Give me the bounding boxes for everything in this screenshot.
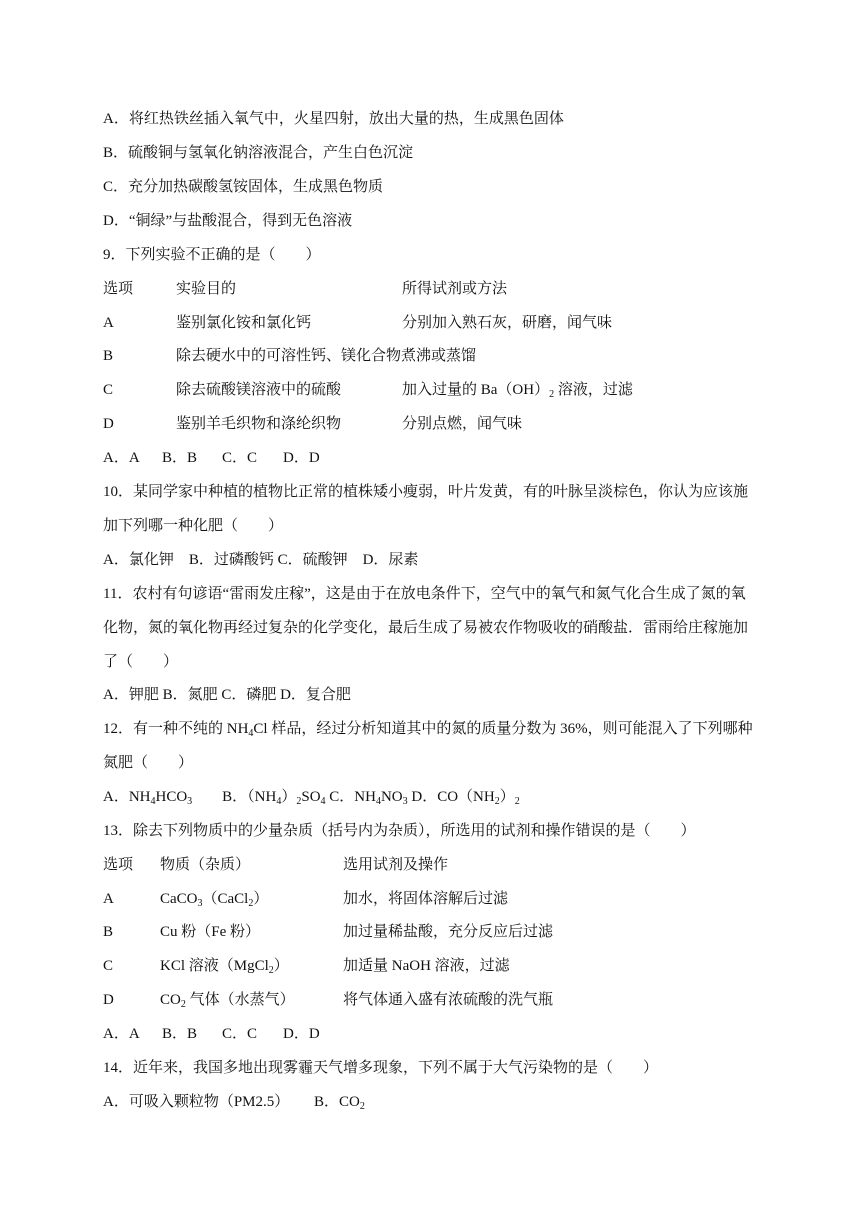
q13-row-option: B [103,924,114,940]
q9-row-option: D [103,416,114,432]
q9-answer-d: D．D [283,450,320,466]
q9-row-goal: 鉴别氯化铵和氯化钙 [176,315,312,331]
q11-stem-line2: 化物，氮的氧化物再经过复杂的化学变化，最后生成了易被农作物吸收的硝酸盐．雷雨给庄稼施加 [103,620,749,636]
q12-answer-d: D．$CO(NH_2)_2$ [407,789,520,807]
q13-row-operation: 将气体通入盛有浓硫酸的洗气瓶 [343,992,554,1008]
q12-answers [103,787,520,807]
q9-row-method: 分别加入熟石灰，研磨，闻气味 [402,315,613,331]
q9-header-option: 选项 [103,281,134,297]
q13-stem: 13．除去下列物质中的少量杂质（括号内为杂质），所选用的试剂和操作错误的是（ ） [103,823,696,839]
q9-row-option: C [103,382,114,398]
q13-answer-b: B．B [162,1026,198,1042]
q13-row-substance: CaCO$_3$（CaCl$_2$） [160,891,269,909]
q10-answers: A．氯化钾 B．过磷酸钙 C．硫酸钾 D．尿素 [103,552,419,568]
q14-answer-a: A．可吸入颗粒物（PM2.5） [103,1094,290,1110]
q13-row-option: C [103,958,114,974]
q14-stem: 14．近年来，我国多地出现雾霾天气增多现象，下列不属于大气污染物的是（ ） [103,1060,659,1076]
q9-row-method: 加入过量的 $Ba(OH)_2$ 溶液，过滤 [402,382,633,400]
q13-row-substance: $CO_2$ 气体（水蒸气） [160,992,295,1010]
q13-header-substance: 物质（杂质） [160,857,251,873]
q13-header-option: 选项 [103,857,134,873]
q9-answer-c: C．C [222,450,258,466]
q9-row-method: 分别点燃，闻气味 [402,416,523,432]
q10-stem-line1: 10．某同学家中种植的植物比正常的植株矮小瘦弱，叶片发黄，有的叶脉呈淡棕色，你认为应该施 [103,484,749,500]
q8-option-b: B．硫酸铜与氢氧化钠溶液混合，产生白色沉淀 [103,145,414,161]
q8-option-d: D．“铜绿”与盐酸混合，得到无色溶液 [103,213,353,229]
q12-stem-line2: 氮肥（ ） [103,755,194,771]
q9-stem: 9．下列实验不正确的是（ ） [103,247,321,263]
q13-answer-a: A．A [103,1026,140,1042]
q11-stem-line1: 11．农村有句谚语“雷雨发庄稼”，这是由于在放电条件下，空气中的氧气和氮气化合生成了氮的氧 [103,586,746,602]
q11-stem-line3: 了（ ） [103,654,179,670]
q13-row-operation: 加过量稀盐酸，充分反应后过滤 [343,924,554,940]
q13-row-substance: KCl 溶液（MgCl$_2$） [160,958,289,976]
q8-option-a: A．将红热铁丝插入氧气中，火星四射，放出大量的热，生成黑色固体 [103,111,564,127]
q9-row-goal: 除去硬水中的可溶性钙、镁化合物煮沸或蒸馏 [176,348,477,364]
q13-row-option: D [103,992,114,1008]
q9-header-goal: 实验目的 [176,281,237,297]
q9-row-goal: 除去硫酸镁溶液中的硫酸 [176,382,342,398]
q13-answer-c: C．C [222,1026,258,1042]
q12-stem-line1: 12．有一种不纯的 $NH_4Cl$ 样品，经过分析知道其中的氮的质量分数为 36%，则可能混入了下列哪种 [103,721,753,739]
q13-answer-d: D．D [283,1026,320,1042]
q13-header-operation: 选用试剂及操作 [343,857,449,873]
q14-answer-b: B．$CO_2$ [314,1094,365,1112]
q10-stem-line2: 加下列哪一种化肥（ ） [103,518,284,534]
q11-answers: A．钾肥 B．氮肥 C．磷肥 D．复合肥 [103,687,351,703]
q13-row-option: A [103,891,114,907]
q9-header-method: 所得试剂或方法 [402,281,508,297]
q12-answer-a: A．$NH_4HCO_3$ [103,789,193,807]
q13-row-operation: 加水，将固体溶解后过滤 [343,891,509,907]
q9-row-option: B [103,348,114,364]
q9-row-goal: 鉴别羊毛织物和涤纶织物 [176,416,342,432]
q9-row-option: A [103,315,114,331]
q8-option-c: C．充分加热碳酸氢铵固体，生成黑色物质 [103,179,384,195]
q13-row-operation: 加适量 NaOH 溶液，过滤 [343,958,510,974]
q9-answer-a: A．A [103,450,140,466]
q13-row-substance: Cu 粉（Fe 粉） [160,924,261,940]
q12-answer-c: C．$NH_4NO_3$ [325,789,408,807]
q12-answer-b: B．$(NH_4)_2SO_4$ [222,789,326,807]
q9-answer-b: B．B [162,450,198,466]
